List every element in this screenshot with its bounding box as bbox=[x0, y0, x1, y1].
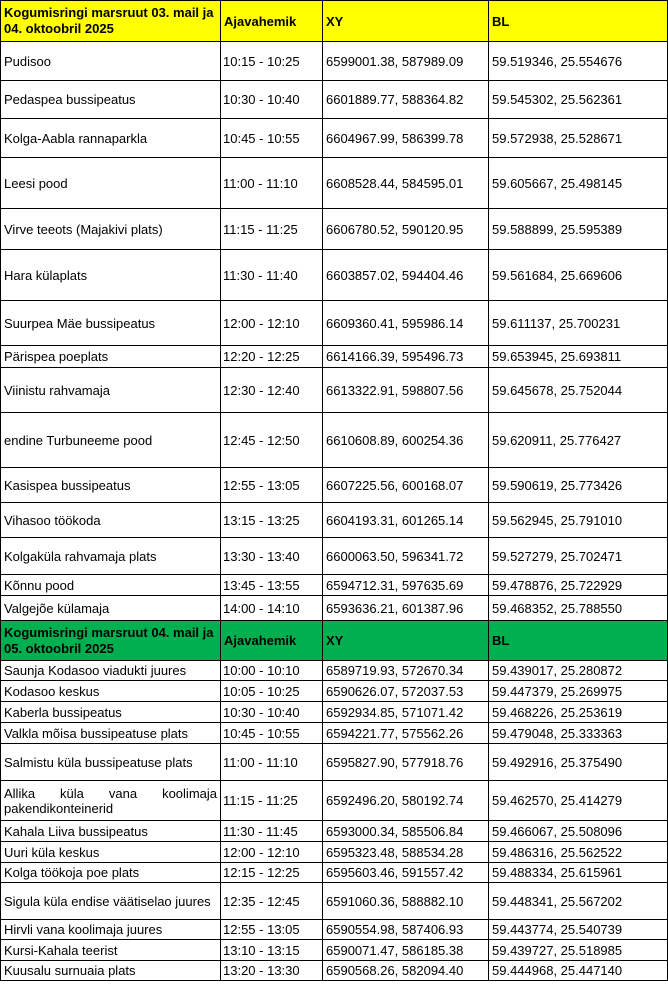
stop-time: 12:20 - 12:25 bbox=[221, 346, 323, 368]
stop-name: Uuri küla keskus bbox=[1, 842, 221, 863]
stop-name: Kahala Liiva bussipeatus bbox=[1, 821, 221, 842]
stop-bl: 59.645678, 25.752044 bbox=[489, 368, 668, 413]
route-title: Kogumisringi marsruut 03. mail ja 04. oktoobril 2025 bbox=[1, 1, 221, 42]
stop-time: 12:45 - 12:50 bbox=[221, 413, 323, 468]
stop-name: Kursi-Kahala teerist bbox=[1, 940, 221, 961]
table-row bbox=[1, 863, 668, 883]
stop-bl: 59.439727, 25.518985 bbox=[489, 940, 668, 961]
stop-xy: 6590554.98, 587406.93 bbox=[323, 920, 489, 940]
route-table-body bbox=[1, 1, 668, 981]
stop-time: 11:30 - 11:45 bbox=[221, 821, 323, 842]
stop-bl: 59.478876, 25.722929 bbox=[489, 575, 668, 596]
table-row bbox=[1, 413, 668, 468]
stop-time: 11:00 - 11:10 bbox=[221, 744, 323, 781]
stop-bl: 59.486316, 25.562522 bbox=[489, 842, 668, 863]
stop-xy: 6593000.34, 585506.84 bbox=[323, 821, 489, 842]
stop-bl: 59.443774, 25.540739 bbox=[489, 920, 668, 940]
stop-xy: 6589719.93, 572670.34 bbox=[323, 661, 489, 681]
stop-name: Kolga töökoja poe plats bbox=[1, 863, 221, 883]
stop-xy: 6595323.48, 588534.28 bbox=[323, 842, 489, 863]
column-header-time: Ajavahemik bbox=[221, 621, 323, 661]
stop-bl: 59.561684, 25.669606 bbox=[489, 250, 668, 301]
stop-name: endine Turbuneeme pood bbox=[1, 413, 221, 468]
stop-xy: 6609360.41, 595986.14 bbox=[323, 301, 489, 346]
stop-time: 10:15 - 10:25 bbox=[221, 42, 323, 81]
stop-time: 12:00 - 12:10 bbox=[221, 301, 323, 346]
stop-name: Suurpea Mäe bussipeatus bbox=[1, 301, 221, 346]
stop-name: Pärispea poeplats bbox=[1, 346, 221, 368]
stop-name: Pudisoo bbox=[1, 42, 221, 81]
stop-bl: 59.620911, 25.776427 bbox=[489, 413, 668, 468]
stop-xy: 6591060.36, 588882.10 bbox=[323, 883, 489, 920]
table-row bbox=[1, 842, 668, 863]
route-title: Kogumisringi marsruut 04. mail ja 05. oktoobril 2025 bbox=[1, 621, 221, 661]
stop-bl: 59.479048, 25.333363 bbox=[489, 723, 668, 744]
stop-bl: 59.527279, 25.702471 bbox=[489, 538, 668, 575]
stop-bl: 59.588899, 25.595389 bbox=[489, 209, 668, 250]
stop-name: Valgejõe külamaja bbox=[1, 596, 221, 621]
table-row bbox=[1, 468, 668, 503]
stop-time: 14:00 - 14:10 bbox=[221, 596, 323, 621]
stop-xy: 6613322.91, 598807.56 bbox=[323, 368, 489, 413]
stop-time: 10:05 - 10:25 bbox=[221, 681, 323, 702]
stop-bl: 59.572938, 25.528671 bbox=[489, 119, 668, 158]
stop-name: Saunja Kodasoo viadukti juures bbox=[1, 661, 221, 681]
table-row bbox=[1, 503, 668, 538]
stop-name: Salmistu küla bussipeatuse plats bbox=[1, 744, 221, 781]
stop-name: Viinistu rahvamaja bbox=[1, 368, 221, 413]
stop-xy: 6590626.07, 572037.53 bbox=[323, 681, 489, 702]
stop-time: 12:35 - 12:45 bbox=[221, 883, 323, 920]
table-row bbox=[1, 368, 668, 413]
stop-xy: 6604967.99, 586399.78 bbox=[323, 119, 489, 158]
stop-name: Kolga-Aabla rannaparkla bbox=[1, 119, 221, 158]
table-row bbox=[1, 158, 668, 209]
stop-name: Kolgaküla rahvamaja plats bbox=[1, 538, 221, 575]
stop-bl: 59.488334, 25.615961 bbox=[489, 863, 668, 883]
stop-xy: 6595603.46, 591557.42 bbox=[323, 863, 489, 883]
table-row bbox=[1, 940, 668, 961]
stop-xy: 6608528.44, 584595.01 bbox=[323, 158, 489, 209]
table-row bbox=[1, 119, 668, 158]
stop-time: 13:10 - 13:15 bbox=[221, 940, 323, 961]
stop-time: 11:15 - 11:25 bbox=[221, 781, 323, 821]
table-row bbox=[1, 681, 668, 702]
stop-bl: 59.519346, 25.554676 bbox=[489, 42, 668, 81]
stop-name: Hirvli vana koolimaja juures bbox=[1, 920, 221, 940]
stop-xy: 6614166.39, 595496.73 bbox=[323, 346, 489, 368]
table-row bbox=[1, 821, 668, 842]
stop-name: Kuusalu surnuaia plats bbox=[1, 961, 221, 981]
stop-time: 12:55 - 13:05 bbox=[221, 468, 323, 503]
stop-xy: 6610608.89, 600254.36 bbox=[323, 413, 489, 468]
stop-xy: 6592496.20, 580192.74 bbox=[323, 781, 489, 821]
stop-bl: 59.447379, 25.269975 bbox=[489, 681, 668, 702]
stop-xy: 6599001.38, 587989.09 bbox=[323, 42, 489, 81]
table-row bbox=[1, 961, 668, 981]
stop-time: 12:30 - 12:40 bbox=[221, 368, 323, 413]
stop-time: 10:45 - 10:55 bbox=[221, 723, 323, 744]
stop-time: 11:30 - 11:40 bbox=[221, 250, 323, 301]
table-row bbox=[1, 920, 668, 940]
stop-xy: 6604193.31, 601265.14 bbox=[323, 503, 489, 538]
stop-bl: 59.545302, 25.562361 bbox=[489, 81, 668, 119]
stop-xy: 6606780.52, 590120.95 bbox=[323, 209, 489, 250]
table-row bbox=[1, 301, 668, 346]
stop-xy: 6592934.85, 571071.42 bbox=[323, 702, 489, 723]
stop-xy: 6593636.21, 601387.96 bbox=[323, 596, 489, 621]
route-header-row bbox=[1, 1, 668, 42]
stop-bl: 59.444968, 25.447140 bbox=[489, 961, 668, 981]
table-row bbox=[1, 81, 668, 119]
stop-name: Pedaspea bussipeatus bbox=[1, 81, 221, 119]
stop-name: Kodasoo keskus bbox=[1, 681, 221, 702]
stop-bl: 59.468352, 25.788550 bbox=[489, 596, 668, 621]
column-header-xy: XY bbox=[323, 1, 489, 42]
table-row bbox=[1, 42, 668, 81]
stop-xy: 6603857.02, 594404.46 bbox=[323, 250, 489, 301]
stop-xy: 6594221.77, 575562.26 bbox=[323, 723, 489, 744]
stop-bl: 59.466067, 25.508096 bbox=[489, 821, 668, 842]
stop-xy: 6607225.56, 600168.07 bbox=[323, 468, 489, 503]
stop-bl: 59.448341, 25.567202 bbox=[489, 883, 668, 920]
stop-time: 13:30 - 13:40 bbox=[221, 538, 323, 575]
stop-name: Sigula küla endise väätiselao juures bbox=[1, 883, 221, 920]
stop-name: Vihasoo töökoda bbox=[1, 503, 221, 538]
stop-time: 12:00 - 12:10 bbox=[221, 842, 323, 863]
column-header-bl: BL bbox=[489, 1, 668, 42]
stop-name: Allika küla vana koolimaja pakendikonteinerid bbox=[1, 781, 221, 821]
stop-xy: 6601889.77, 588364.82 bbox=[323, 81, 489, 119]
stop-xy: 6595827.90, 577918.76 bbox=[323, 744, 489, 781]
table-row bbox=[1, 883, 668, 920]
column-header-bl: BL bbox=[489, 621, 668, 661]
stop-xy: 6594712.31, 597635.69 bbox=[323, 575, 489, 596]
stop-time: 13:20 - 13:30 bbox=[221, 961, 323, 981]
stop-time: 10:30 - 10:40 bbox=[221, 81, 323, 119]
table-row bbox=[1, 781, 668, 821]
stop-time: 11:00 - 11:10 bbox=[221, 158, 323, 209]
column-header-xy: XY bbox=[323, 621, 489, 661]
stop-bl: 59.611137, 25.700231 bbox=[489, 301, 668, 346]
stop-bl: 59.653945, 25.693811 bbox=[489, 346, 668, 368]
stop-name: Leesi pood bbox=[1, 158, 221, 209]
stop-time: 13:45 - 13:55 bbox=[221, 575, 323, 596]
table-row bbox=[1, 702, 668, 723]
stop-bl: 59.468226, 25.253619 bbox=[489, 702, 668, 723]
stop-bl: 59.439017, 25.280872 bbox=[489, 661, 668, 681]
stop-bl: 59.462570, 25.414279 bbox=[489, 781, 668, 821]
stop-name: Valkla mõisa bussipeatuse plats bbox=[1, 723, 221, 744]
route-header-row bbox=[1, 621, 668, 661]
stop-xy: 6590071.47, 586185.38 bbox=[323, 940, 489, 961]
stop-time: 13:15 - 13:25 bbox=[221, 503, 323, 538]
stop-name: Kõnnu pood bbox=[1, 575, 221, 596]
column-header-time: Ajavahemik bbox=[221, 1, 323, 42]
stop-time: 11:15 - 11:25 bbox=[221, 209, 323, 250]
stop-xy: 6590568.26, 582094.40 bbox=[323, 961, 489, 981]
stop-name: Kaberla bussipeatus bbox=[1, 702, 221, 723]
table-row bbox=[1, 538, 668, 575]
stop-name: Kasispea bussipeatus bbox=[1, 468, 221, 503]
stop-xy: 6600063.50, 596341.72 bbox=[323, 538, 489, 575]
table-row bbox=[1, 723, 668, 744]
stop-time: 10:45 - 10:55 bbox=[221, 119, 323, 158]
stop-bl: 59.562945, 25.791010 bbox=[489, 503, 668, 538]
table-row bbox=[1, 596, 668, 621]
stop-time: 10:00 - 10:10 bbox=[221, 661, 323, 681]
stop-name: Hara külaplats bbox=[1, 250, 221, 301]
table-row bbox=[1, 209, 668, 250]
table-row bbox=[1, 346, 668, 368]
table-row bbox=[1, 250, 668, 301]
table-row bbox=[1, 744, 668, 781]
stop-bl: 59.492916, 25.375490 bbox=[489, 744, 668, 781]
table-row bbox=[1, 575, 668, 596]
stop-time: 10:30 - 10:40 bbox=[221, 702, 323, 723]
stop-bl: 59.590619, 25.773426 bbox=[489, 468, 668, 503]
table-row bbox=[1, 661, 668, 681]
stop-time: 12:55 - 13:05 bbox=[221, 920, 323, 940]
stop-bl: 59.605667, 25.498145 bbox=[489, 158, 668, 209]
stop-time: 12:15 - 12:25 bbox=[221, 863, 323, 883]
stop-name: Virve teeots (Majakivi plats) bbox=[1, 209, 221, 250]
